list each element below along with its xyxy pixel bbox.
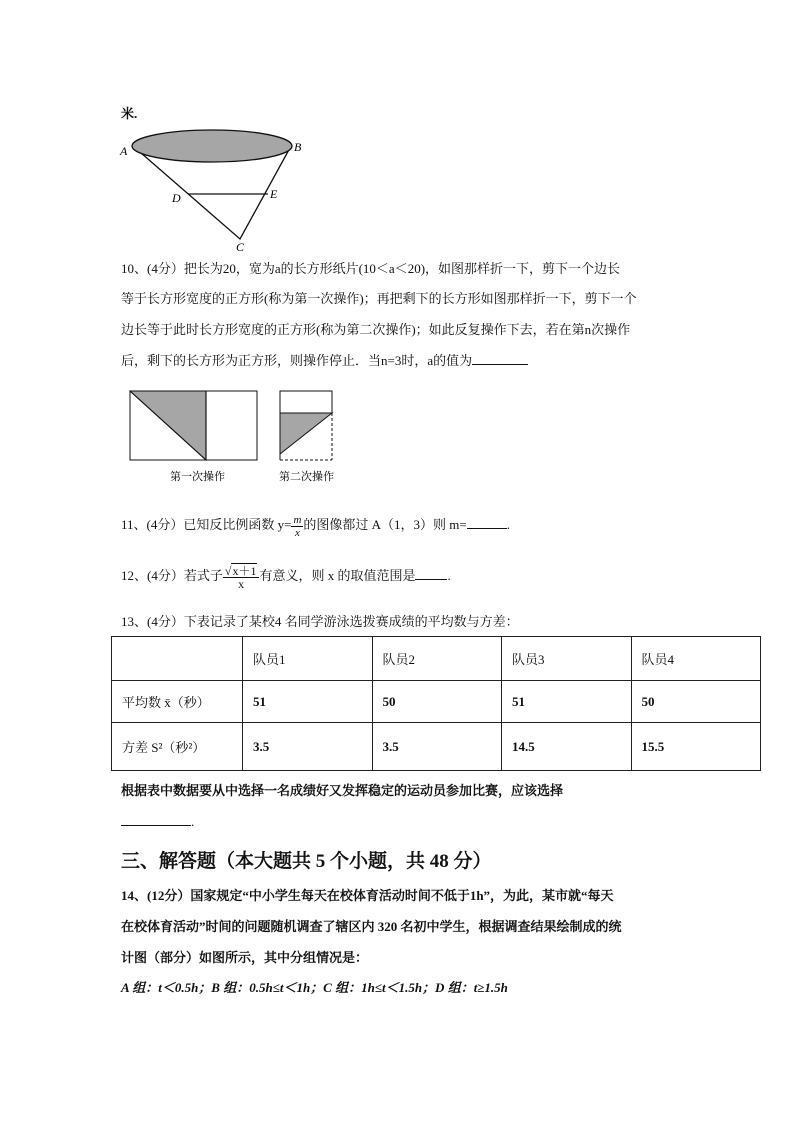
q13-answer-blank[interactable] — [121, 812, 191, 826]
row-label-variance: 方差 S²（秒²） — [112, 723, 243, 771]
table-cell: 3.5 — [243, 723, 373, 771]
q11-period: . — [506, 517, 510, 532]
label-c: C — [236, 240, 245, 253]
q12-denominator: x — [238, 576, 245, 591]
q14-line2: 在校体育活动”时间的问题随机调查了辖区内 320 名初中学生，根据调查结果绘制成的统 — [121, 919, 622, 934]
q14-line3: 计图（部分）如图所示，其中分组情况是： — [121, 950, 369, 965]
q10-answer-blank[interactable] — [472, 351, 528, 365]
table-cell: 51 — [502, 681, 632, 723]
table-cell: 3.5 — [372, 723, 502, 771]
q10-line2: 等于长方形宽度的正方形(称为第一次操作)；再把剩下的长方形如图那样折一下，剪下一个 — [121, 291, 637, 306]
q13-table — [111, 636, 761, 771]
caption-first: 第一次操作 — [170, 471, 225, 483]
table-header-cell: 队员1 — [243, 637, 373, 681]
q11-fraction — [291, 514, 303, 539]
row-label-mean: 平均数 x̄（秒） — [112, 681, 243, 723]
section3-title: 三、解答题（本大题共 5 个小题，共 48 分） — [121, 851, 492, 872]
q12-radicand: x＋1 — [232, 563, 257, 578]
q10-line1: 10、(4分）把长为20，宽为a的长方形纸片(10＜a＜20)，如图那样折一下，剪下一个边长 — [121, 261, 621, 276]
q11-denominator: x — [294, 526, 300, 539]
q12-suffix: 有意义，则 x 的取值范围是 — [259, 568, 416, 583]
label-d: D — [172, 191, 181, 205]
q12-period: . — [447, 568, 451, 583]
label-a: A — [120, 144, 128, 158]
q14-line1: 14、(12分）国家规定“中小学生每天在校体育活动时间不低于1h”，为此，某市就“每天 — [121, 888, 614, 903]
q11-numerator: m — [293, 513, 302, 526]
label-e: E — [270, 187, 278, 201]
q12-fraction — [223, 565, 260, 590]
ellipse-top — [132, 130, 292, 162]
table-header-cell: 队员3 — [502, 637, 632, 681]
table-header-cell: 队员4 — [631, 637, 761, 681]
q10-line4-text: 后，剩下的长方形为正方形，则操作停止．当n=3时，a的值为 — [121, 353, 473, 368]
second-top-rect — [280, 391, 332, 413]
q10-line3: 边长等于此时长方形宽度的正方形(称为第二次操作)；如此反复操作下去，若在第n次操作 — [121, 322, 631, 337]
table-header-cell — [112, 637, 243, 681]
folding-figure — [125, 388, 341, 486]
q14-line4: A 组：t＜0.5h；B 组：0.5h≤t＜1h；C 组：1h≤t＜1.5h；D 组：t≥1.5h — [121, 980, 508, 995]
q11-suffix: 的图像都过 A（1，3）则 m= — [303, 517, 467, 532]
q11-answer-blank[interactable] — [467, 515, 507, 529]
table-cell: 51 — [243, 681, 373, 723]
table-cell: 50 — [631, 681, 761, 723]
table-row-variance — [112, 723, 761, 771]
q11-prefix: 11、(4分）已知反比例函数 y= — [121, 517, 292, 532]
q10-line4 — [121, 351, 528, 371]
q12 — [121, 556, 451, 596]
q12-prefix: 12、(4分）若式子 — [121, 568, 223, 583]
table-cell: 15.5 — [631, 723, 761, 771]
table-header-row — [112, 637, 761, 681]
caption-second: 第二次操作 — [279, 471, 334, 483]
label-b: B — [294, 140, 302, 154]
prev-question-tail: 米. — [121, 106, 138, 121]
second-fold-triangle — [280, 413, 332, 454]
q13-period: . — [191, 814, 195, 829]
q13-after: 根据表中数据要从中选择一名成绩好又发挥稳定的运动员参加比赛，应该选择 — [121, 783, 564, 798]
cone-figure — [115, 125, 315, 253]
q13-intro: 13、(4分）下表记录了某校4 名同学游泳选拨赛成绩的平均数与方差： — [121, 614, 519, 629]
q11 — [121, 510, 510, 540]
q12-answer-blank[interactable] — [415, 566, 447, 580]
table-cell: 14.5 — [502, 723, 632, 771]
q12-numerator: √x＋1 — [223, 565, 260, 578]
table-header-cell: 队员2 — [372, 637, 502, 681]
table-row-mean — [112, 681, 761, 723]
table-cell: 50 — [372, 681, 502, 723]
q13-answer-line — [121, 812, 194, 832]
